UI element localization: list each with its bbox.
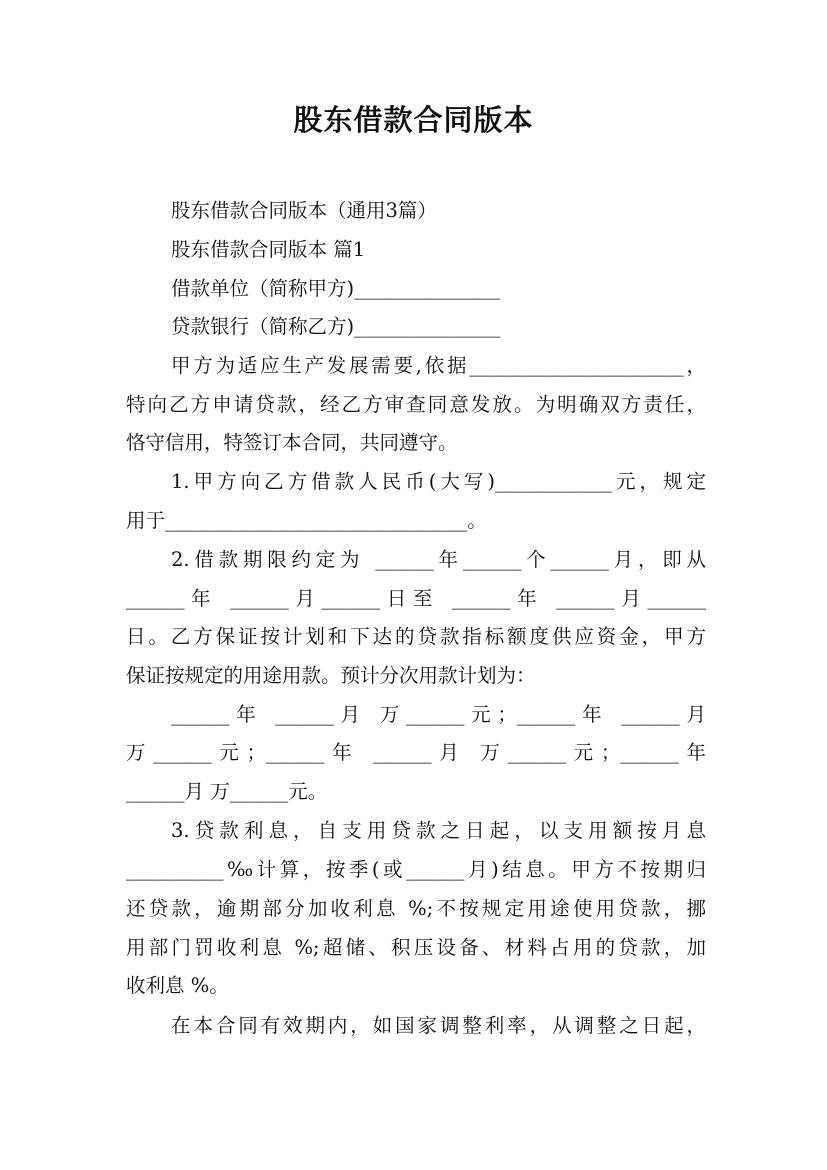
schedule-line: ______年 ______月 万______元；______年 ______月 (171, 703, 706, 726)
clause-3-line: 收利息 %。 (126, 974, 229, 997)
lender-line: 贷款银行（简称乙方)_______________ (171, 315, 501, 338)
clause-1-line: 1.甲方向乙方借款人民币(大写)____________元，规定 (171, 470, 706, 493)
schedule-line: 万______元；______年 ______月 万______元；______年 (126, 741, 706, 764)
clause-1-line: 用于_______________________________。 (126, 509, 487, 532)
clause-2-line: ______年 ______月______日至 ______年 ______月______ (126, 587, 706, 610)
clause-2-line: 保证按规定的用途用款。预计分次用款计划为： (126, 664, 536, 687)
clause-2-line: 日。乙方保证按计划和下达的贷款指标额度供应资金，甲方 (126, 625, 706, 648)
body-line: 特向乙方申请贷款，经乙方审查同意发放。为明确双方责任， (126, 393, 706, 416)
clause-2-line: 2.借款期限约定为 ______年______个______月，即从 (171, 548, 706, 571)
clause-3-line: 3.贷款利息，自支用贷款之日起，以支用额按月息 (171, 819, 706, 842)
document-title: 股东借款合同版本 (293, 103, 534, 137)
clause-3-line: 用部门罚收利息 %;超储、积压设备、材料占用的贷款，加 (126, 936, 706, 959)
body-line: 甲方为适应生产发展需要,依据______________________， (171, 354, 706, 377)
section-heading: 股东借款合同版本 篇1 (171, 238, 366, 261)
borrower-line: 借款单位（简称甲方)_______________ (171, 277, 501, 300)
clause-3-line: __________‰计算，按季(或______月)结息。甲方不按期归 (126, 858, 706, 881)
subtitle-line: 股东借款合同版本（通用3篇） (171, 199, 437, 222)
clause-3-line: 还贷款，逾期部分加收利息 %;不按规定用途使用贷款，挪 (126, 897, 706, 920)
body-line: 恪守信用，特签订本合同，共同遵守。 (126, 431, 458, 454)
body-line: 在本合同有效期内，如国家调整利率，从调整之日起， (171, 1014, 706, 1037)
schedule-line: ______月 万______元。 (126, 780, 328, 803)
